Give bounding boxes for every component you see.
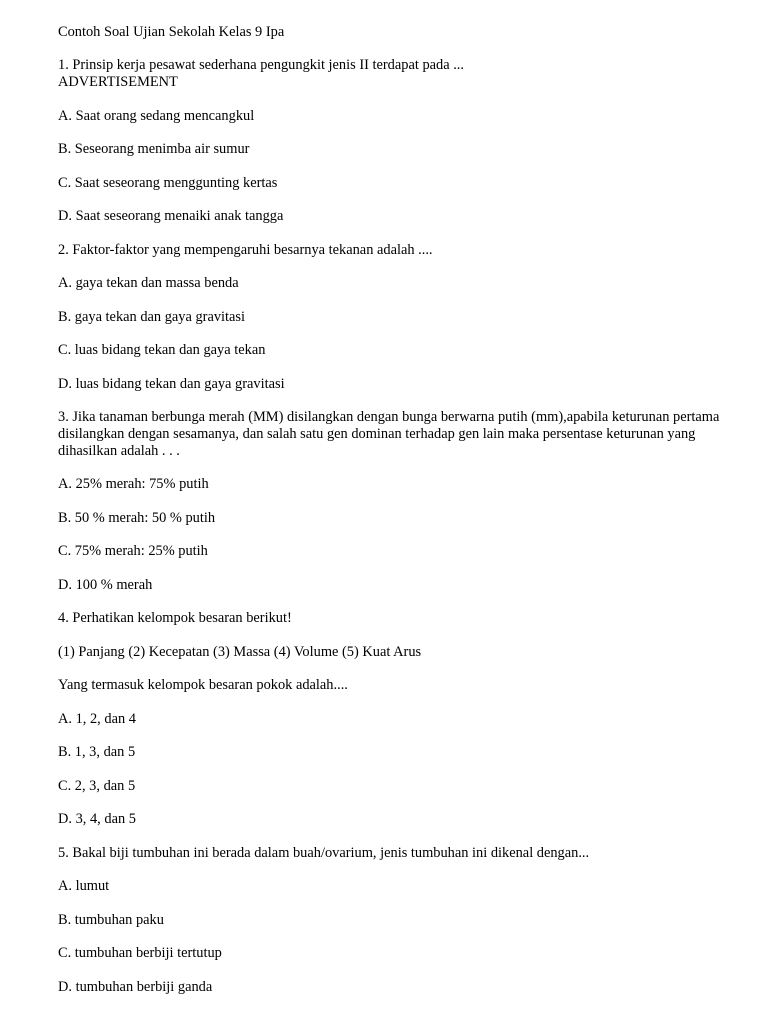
question-4-prompt: Yang termasuk kelompok besaran pokok adalah.... bbox=[58, 677, 348, 693]
document-page bbox=[58, 24, 728, 1012]
question-4-quantity-list: (1) Panjang (2) Kecepatan (3) Massa (4) Volume (5) Kuat Arus bbox=[58, 643, 422, 660]
question-4-option-a: A. 1, 2, dan 4 bbox=[58, 710, 136, 727]
question-4-text: 4. Perhatikan kelompok besaran berikut! bbox=[58, 610, 292, 626]
question-2-option-b: B. gaya tekan dan gaya gravitasi bbox=[58, 308, 246, 325]
advertisement-label: ADVERTISEMENT bbox=[58, 74, 178, 90]
question-1-option-c: C. Saat seseorang menggunting kertas bbox=[58, 174, 278, 191]
question-2-option-a: A. gaya tekan dan massa benda bbox=[58, 275, 239, 291]
question-5-option-d: D. tumbuhan berbiji ganda bbox=[58, 978, 213, 995]
question-5-text: 5. Bakal biji tumbuhan ini berada dalam buah/ovarium, jenis tumbuhan ini dikenal dengan... bbox=[58, 844, 590, 861]
document-title: Contoh Soal Ujian Sekolah Kelas 9 Ipa bbox=[58, 24, 285, 40]
question-1-option-d: D. Saat seseorang menaiki anak tangga bbox=[58, 208, 284, 224]
question-2-text: 2. Faktor-faktor yang mempengaruhi besarnya tekanan adalah .... bbox=[58, 241, 433, 258]
question-3-option-d: D. 100 % merah bbox=[58, 576, 153, 593]
question-5-option-a: A. lumut bbox=[58, 878, 110, 894]
question-2-option-c: C. luas bidang tekan dan gaya tekan bbox=[58, 342, 266, 358]
question-1-option-b: B. Seseorang menimba air sumur bbox=[58, 141, 250, 157]
question-3-text: 3. Jika tanaman berbunga merah (MM) disilangkan dengan bunga berwarna putih (mm),apabila keturunan pertama disilangkan dengan sesamanya, dan salah satu gen dominan terhadap gen lain maka persentase keturunan yang dihasilkan adalah . . . bbox=[58, 409, 720, 459]
question-4-option-c: C. 2, 3, dan 5 bbox=[58, 777, 136, 794]
question-4-option-d: D. 3, 4, dan 5 bbox=[58, 811, 136, 827]
question-5-option-b: B. tumbuhan paku bbox=[58, 911, 164, 928]
question-2-option-d: D. luas bidang tekan dan gaya gravitasi bbox=[58, 375, 285, 392]
question-3-option-a: A. 25% merah: 75% putih bbox=[58, 476, 209, 492]
question-4-option-b: B. 1, 3, dan 5 bbox=[58, 744, 136, 760]
question-1-option-a: A. Saat orang sedang mencangkul bbox=[58, 107, 255, 124]
question-3-option-b: B. 50 % merah: 50 % putih bbox=[58, 509, 216, 526]
question-5-option-c: C. tumbuhan berbiji tertutup bbox=[58, 945, 222, 961]
question-1-text: 1. Prinsip kerja pesawat sederhana pengungkit jenis II terdapat pada ... bbox=[58, 57, 465, 73]
question-3-option-c: C. 75% merah: 25% putih bbox=[58, 543, 208, 559]
